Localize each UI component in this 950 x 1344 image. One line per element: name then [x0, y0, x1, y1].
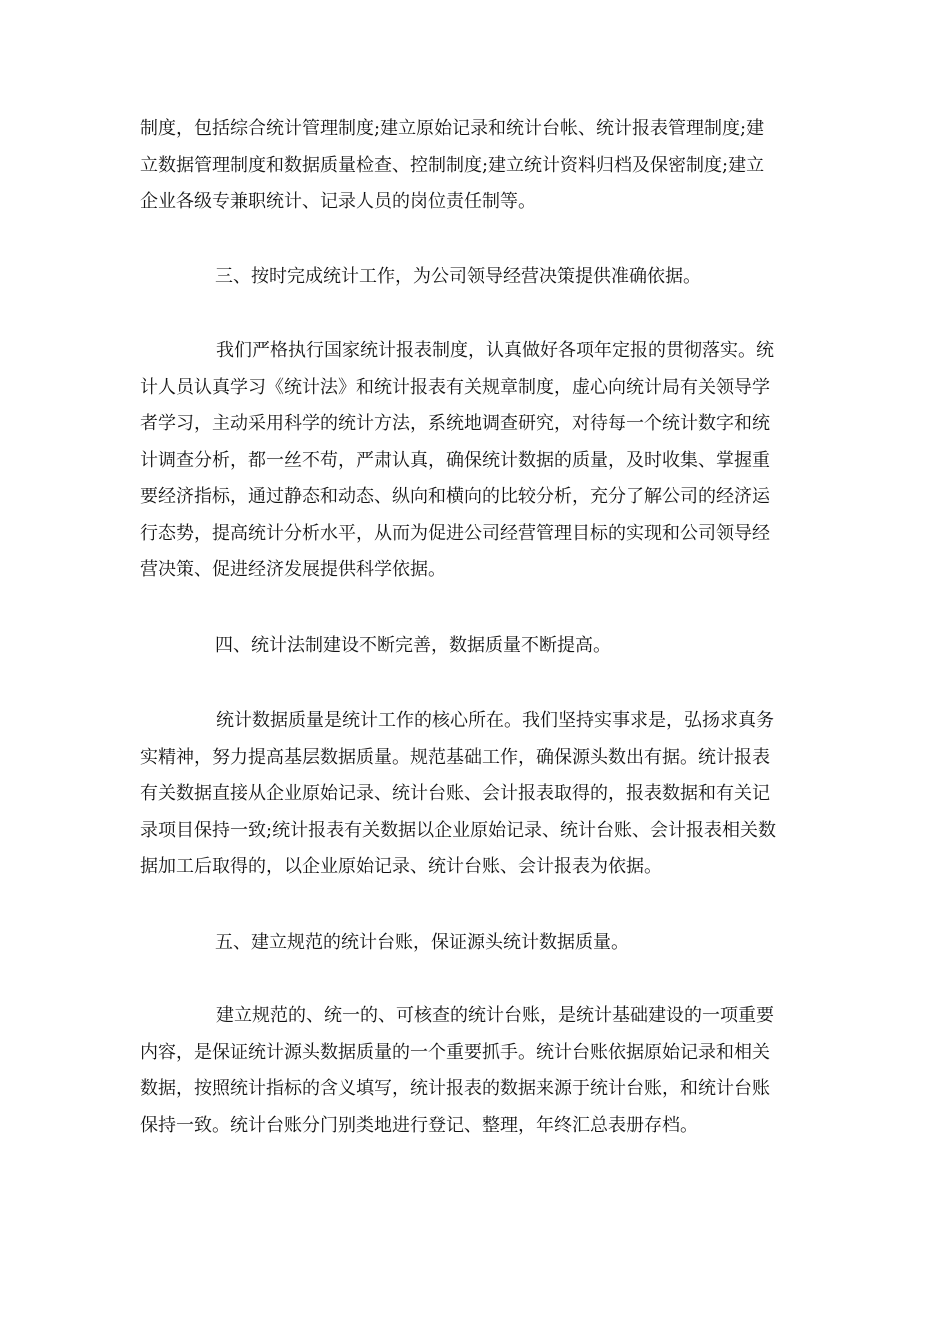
text-line: 我们严格执行国家统计报表制度，认真做好各项年定报的贯彻落实。统 [216, 340, 774, 361]
text-line: 要经济指标，通过静态和动态、纵向和横向的比较分析，充分了解公司的经济运 [140, 486, 770, 507]
section-heading-5: 五、建立规范的统计台账，保证源头统计数据质量。 [215, 932, 629, 953]
paragraph-data-quality [140, 703, 816, 886]
paragraph-ledger [140, 998, 816, 1144]
text-line: 保持一致。统计台账分门别类地进行登记、整理，年终汇总表册存档。 [140, 1114, 698, 1136]
text-line: 行态势，提高统计分析水平，从而为促进公司经营管理目标的实现和公司领导经 [140, 522, 770, 544]
text-line: 数据，按照统计指标的含义填写，统计报表的数据来源于统计台账，和统计台账 [140, 1078, 770, 1099]
text-line: 制度，包括综合统计管理制度;建立原始记录和统计台帐、统计报表管理制度;建 [140, 118, 765, 139]
text-line: 建立规范的、统一的、可核查的统计台账，是统计基础建设的一项重要 [216, 1005, 774, 1026]
section-heading-3: 三、按时完成统计工作，为公司领导经营决策提供准确依据。 [215, 266, 701, 287]
text-line: 计调查分析，都一丝不苟，严肃认真，确保统计数据的质量，及时收集、掌握重 [140, 449, 770, 471]
text-line: 有关数据直接从企业原始记录、统计台账、会计报表取得的，报表数据和有关记 [140, 783, 770, 804]
section-heading-4: 四、统计法制建设不断完善，数据质量不断提高。 [215, 635, 611, 656]
text-line: 统计数据质量是统计工作的核心所在。我们坚持实事求是，弘扬求真务 [216, 710, 774, 731]
text-line: 内容，是保证统计源头数据质量的一个重要抓手。统计台账依据原始记录和相关 [140, 1041, 770, 1063]
text-line: 者学习，主动采用科学的统计方法，系统地调查研究，对待每一个统计数字和统 [140, 413, 770, 434]
text-line: 企业各级专兼职统计、记录人员的岗位责任制等。 [140, 191, 536, 212]
text-line: 录项目保持一致;统计报表有关数据以企业原始记录、统计台账、会计报表相关数 [140, 819, 777, 841]
text-line: 据加工后取得的，以企业原始记录、统计台账、会计报表为依据。 [140, 856, 662, 877]
text-line: 实精神，努力提高基层数据质量。规范基础工作，确保源头数出有据。统计报表 [140, 746, 770, 768]
text-line: 立数据管理制度和数据质量检查、控制制度;建立统计资料归档及保密制度;建立 [140, 154, 765, 176]
text-line: 计人员认真学习《统计法》和统计报表有关规章制度，虚心向统计局有关领导学 [140, 376, 770, 398]
paragraph-institution-list [140, 111, 816, 221]
paragraph-statistics-work [140, 333, 816, 589]
text-line: 营决策、促进经济发展提供科学依据。 [140, 559, 446, 580]
